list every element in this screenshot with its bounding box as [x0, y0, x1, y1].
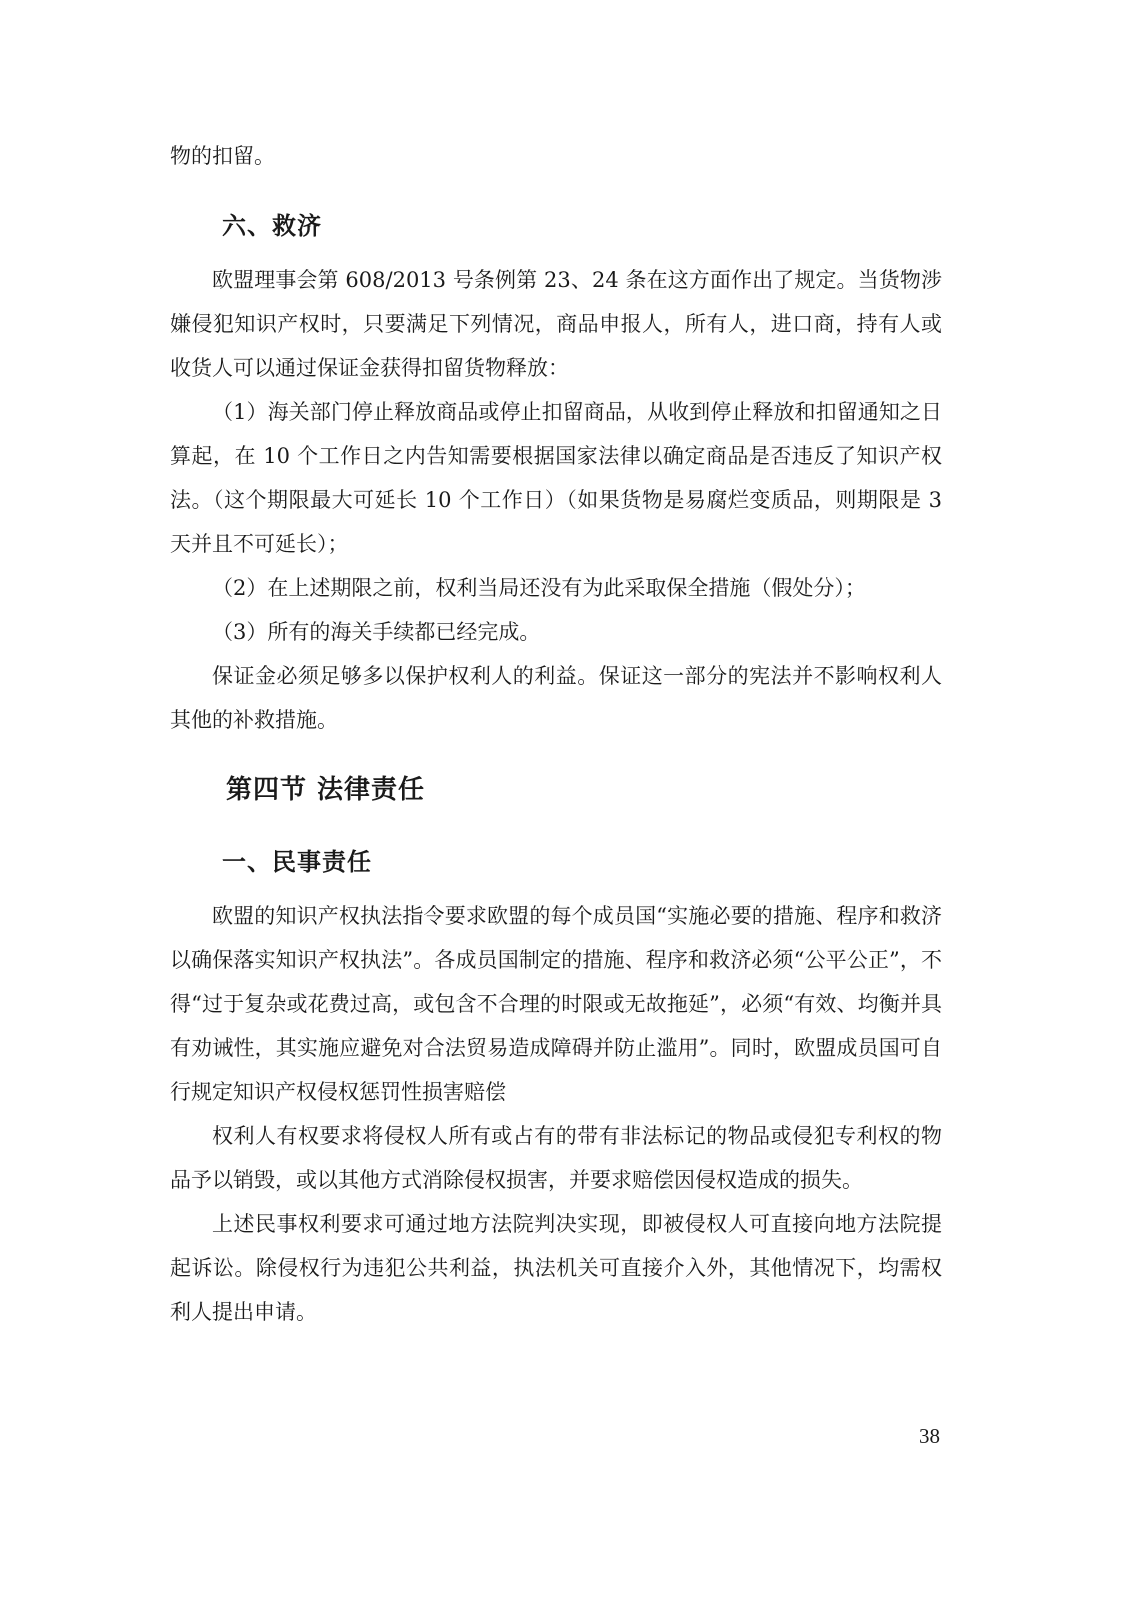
relief-intro-paragraph: 欧盟理事会第 608/2013 号条例第 23、24 条在这方面作出了规定。当货物涉嫌侵犯知识产权时，只要满足下列情况，商品申报人，所有人，进口商，持有人或收货人可以通过保证金获得扣留货物释放：	[170, 268, 942, 380]
civil-liability-paragraph-2: 权利人有权要求将侵权人所有或占有的带有非法标记的物品或侵犯专利权的物品予以销毁，或以其他方式消除侵权损害，并要求赔偿因侵权造成的损失。	[170, 1124, 942, 1192]
civil-liability-paragraph-3: 上述民事权利要求可通过地方法院判决实现，即被侵权人可直接向地方法院提起诉讼。除侵权行为违犯公共利益，执法机关可直接介入外，其他情况下，均需权利人提出申请。	[170, 1212, 942, 1324]
subsection-heading-civil-liability: 一、民事责任	[222, 848, 372, 876]
page-number: 38	[919, 1424, 940, 1448]
relief-item-2: （2）在上述期限之前，权利当局还没有为此采取保全措施（假处分）；	[212, 576, 866, 600]
relief-item-3: （3）所有的海关手续都已经完成。	[212, 620, 541, 644]
section-heading-legal-liability: 第四节 法律责任	[226, 775, 426, 805]
page-body	[170, 134, 942, 1334]
relief-closing-paragraph: 保证金必须足够多以保护权利人的利益。保证这一部分的宪法并不影响权利人其他的补救措施。	[170, 664, 942, 732]
civil-liability-paragraph-1: 欧盟的知识产权执法指令要求欧盟的每个成员国“实施必要的措施、程序和救济以确保落实知识产权执法”。各成员国制定的措施、程序和救济必须“公平公正”，不得“过于复杂或花费过高，或包含不合理的时限或无故拖延”，必须“有效、均衡并具有劝诫性，其实施应避免对合法贸易造成障碍并防止滥用”。同时，欧盟成员国可自行规定知识产权侵权惩罚性损害赔偿	[170, 904, 942, 1104]
continuation-text: 物的扣留。	[170, 144, 275, 168]
section-heading-relief: 六、救济	[222, 212, 322, 240]
relief-item-1: （1）海关部门停止释放商品或停止扣留商品，从收到停止释放和扣留通知之日算起，在 10 个工作日之内告知需要根据国家法律以确定商品是否违反了知识产权法。（这个期限最大可延长 10 个工作日）（如果货物是易腐烂变质品，则期限是 3 天并且不可延长）；	[170, 400, 942, 556]
